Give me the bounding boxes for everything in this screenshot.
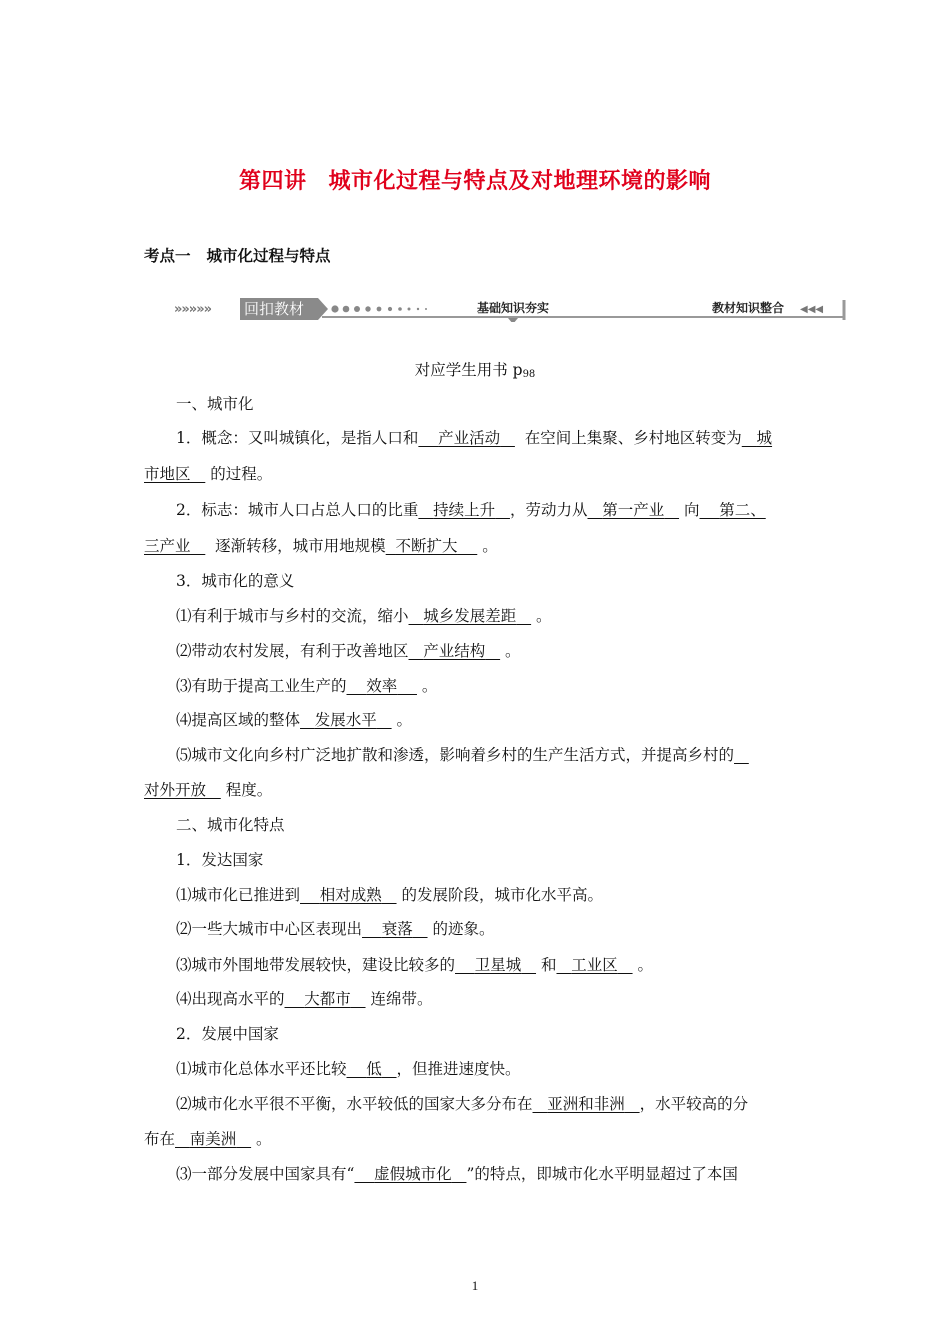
answer-blank xyxy=(300,886,397,904)
significance-item-3 xyxy=(176,676,437,696)
answer-text: 三产业 xyxy=(144,537,191,555)
text-segment: ，但推进速度快。 xyxy=(396,1060,521,1078)
answer-blank xyxy=(144,537,205,555)
developing-item-2 xyxy=(176,1094,748,1114)
answer-blank xyxy=(386,537,478,555)
answer-text: 南美洲 xyxy=(189,1130,237,1148)
answer-blank xyxy=(144,465,205,483)
banner-center-label: 基础知识夯实 xyxy=(476,301,550,315)
text-segment: 。 xyxy=(482,537,498,555)
text-segment: ⑵城市化水平很不平衡，水平较低的国家大多分布在 xyxy=(176,1095,533,1113)
text-segment: ，水平较高的分 xyxy=(639,1095,749,1113)
banner-tab-label: 回扣教材 xyxy=(244,300,305,318)
text-segment: 程度。 xyxy=(225,781,273,799)
answer-blank xyxy=(409,607,532,625)
book-reference xyxy=(0,358,950,380)
answer-blank xyxy=(285,990,366,1008)
answer-blank xyxy=(175,1130,251,1148)
text-segment: 。 xyxy=(421,677,438,695)
answer-blank xyxy=(455,956,536,974)
text-segment: 。 xyxy=(505,642,521,660)
text-segment: 连绵带。 xyxy=(370,990,433,1008)
text-segment: ，劳动力从 xyxy=(509,501,588,519)
text-segment: 2．标志：城市人口占总人口的比重 xyxy=(176,501,419,519)
review-banner xyxy=(172,296,848,322)
developing-item-1 xyxy=(176,1059,521,1079)
text-segment: 的迹象。 xyxy=(432,920,495,938)
answer-blank xyxy=(742,429,772,447)
book-reference-page: 98 xyxy=(522,369,536,380)
answer-text: 亚洲和非洲 xyxy=(547,1095,625,1113)
page-number: 1 xyxy=(471,1278,479,1293)
text-segment: 。 xyxy=(396,711,413,729)
text-segment: ⑸城市文化向乡村广泛地扩散和渗透，影响着乡村的生产生活方式，并提高乡村的 xyxy=(176,746,735,764)
text-segment: ⑶一部分发展中国家具有“ xyxy=(176,1165,355,1183)
significance-item-1 xyxy=(176,606,552,626)
answer-text: 大都市 xyxy=(304,990,351,1008)
answer-blank xyxy=(362,920,428,938)
answer-text: 发展水平 xyxy=(314,711,377,729)
answer-text: 城 xyxy=(756,429,773,447)
title-lecture: 第四讲 xyxy=(238,169,307,194)
text-segment: 。 xyxy=(637,956,654,974)
book-reference-text: 对应学生用书 p xyxy=(414,361,523,379)
banner-down-marker xyxy=(508,318,518,322)
text-segment: ⑶城市外围地带发展较快，建设比较多的 xyxy=(176,956,456,974)
answer-blank xyxy=(354,1165,466,1183)
text-segment: ⑶有助于提高工业生产的 xyxy=(176,677,347,695)
answer-blank xyxy=(300,711,392,729)
answer-text: 对外开放 xyxy=(144,781,207,799)
text-segment: 逐渐转移，城市用地规模 xyxy=(215,537,386,555)
answer-text: 第一产业 xyxy=(602,501,665,519)
text-segment: 1．概念：又叫城镇化，是指人口和 xyxy=(176,429,419,447)
section-heading xyxy=(144,244,331,266)
section-number: 考点一 xyxy=(144,247,191,265)
developed-item-1 xyxy=(176,885,603,905)
banner-right-label: 教材知识整合 xyxy=(712,301,785,315)
concept-line-2 xyxy=(144,464,272,484)
answer-blank xyxy=(734,746,749,764)
developing-item-2-cont xyxy=(144,1129,272,1149)
text-segment: 。 xyxy=(536,607,552,625)
text-segment: ⑷提高区域的整体 xyxy=(176,711,301,729)
developed-item-2 xyxy=(176,919,494,939)
answer-text: 持续上升 xyxy=(433,501,496,519)
text-segment: 向 xyxy=(683,501,700,519)
answer-text: 城乡发展差距 xyxy=(423,607,517,625)
developed-item-4 xyxy=(176,989,432,1009)
answer-text: 效率 xyxy=(366,677,398,695)
page-title xyxy=(0,164,950,195)
answer-blank xyxy=(409,642,501,660)
answer-text: 市地区 xyxy=(144,465,191,483)
developed-item-3 xyxy=(176,955,653,975)
answer-blank xyxy=(144,781,221,799)
answer-blank xyxy=(700,501,766,519)
answer-text: 低 xyxy=(366,1060,382,1078)
banner-right-arrows: ◀◀◀ xyxy=(800,304,824,315)
text-segment: 布在 xyxy=(144,1130,176,1148)
banner-left-arrows: »»»»» xyxy=(174,302,211,317)
significance-item-5-cont xyxy=(144,780,272,800)
answer-blank xyxy=(347,677,417,695)
answer-text: 产业活动 xyxy=(438,429,501,447)
answer-text: 衰落 xyxy=(381,920,413,938)
significance-item-2 xyxy=(176,641,521,661)
answer-blank xyxy=(587,501,679,519)
answer-text: 第二、 xyxy=(719,501,766,519)
answer-blank xyxy=(418,429,515,447)
heading-urbanization: 一、城市化 xyxy=(176,395,254,413)
text-segment: ⑵带动农村发展，有利于改善地区 xyxy=(176,642,409,660)
answer-blank xyxy=(556,956,632,974)
answer-text: 工业区 xyxy=(571,956,618,974)
answer-text: 卫星城 xyxy=(474,956,522,974)
developed-heading: 1．发达国家 xyxy=(176,851,264,869)
text-segment: ⑴城市化总体水平还比较 xyxy=(176,1060,347,1078)
text-segment: 在空间上集聚、乡村地区转变为 xyxy=(524,429,742,447)
answer-blank xyxy=(533,1095,640,1113)
text-segment: 的发展阶段，城市化水平高。 xyxy=(401,886,603,904)
text-segment: ”的特点，即城市化水平明显超过了本国 xyxy=(466,1165,738,1183)
answer-text: 产业结构 xyxy=(423,642,486,660)
text-segment: 和 xyxy=(540,956,557,974)
text-segment: ⑵一些大城市中心区表现出 xyxy=(176,920,363,938)
section-name: 城市化过程与特点 xyxy=(206,247,331,265)
text-segment: ⑴城市化已推进到 xyxy=(176,886,301,904)
developing-item-3 xyxy=(176,1164,738,1184)
answer-text: 不断扩大 xyxy=(395,537,458,555)
significance-heading: 3．城市化的意义 xyxy=(176,572,295,590)
concept-line-1 xyxy=(176,428,772,448)
text-segment: 。 xyxy=(256,1130,272,1148)
text-segment: 的过程。 xyxy=(210,465,273,483)
answer-blank xyxy=(418,501,510,519)
significance-item-5 xyxy=(176,745,749,765)
banner-dots xyxy=(331,305,427,312)
answer-blank xyxy=(347,1060,397,1078)
developing-heading: 2．发展中国家 xyxy=(176,1025,279,1043)
text-segment: ⑷出现高水平的 xyxy=(176,990,285,1008)
answer-text: 相对成熟 xyxy=(319,886,382,904)
indicator-line-1 xyxy=(176,500,766,520)
indicator-line-2 xyxy=(144,536,498,556)
answer-text: 虚假城市化 xyxy=(374,1165,452,1183)
title-topic: 城市化过程与特点及对地理环境的影响 xyxy=(328,169,712,194)
text-segment: ⑴有利于城市与乡村的交流，缩小 xyxy=(176,607,409,625)
significance-item-4 xyxy=(176,710,412,730)
heading-characteristics: 二、城市化特点 xyxy=(176,816,285,834)
